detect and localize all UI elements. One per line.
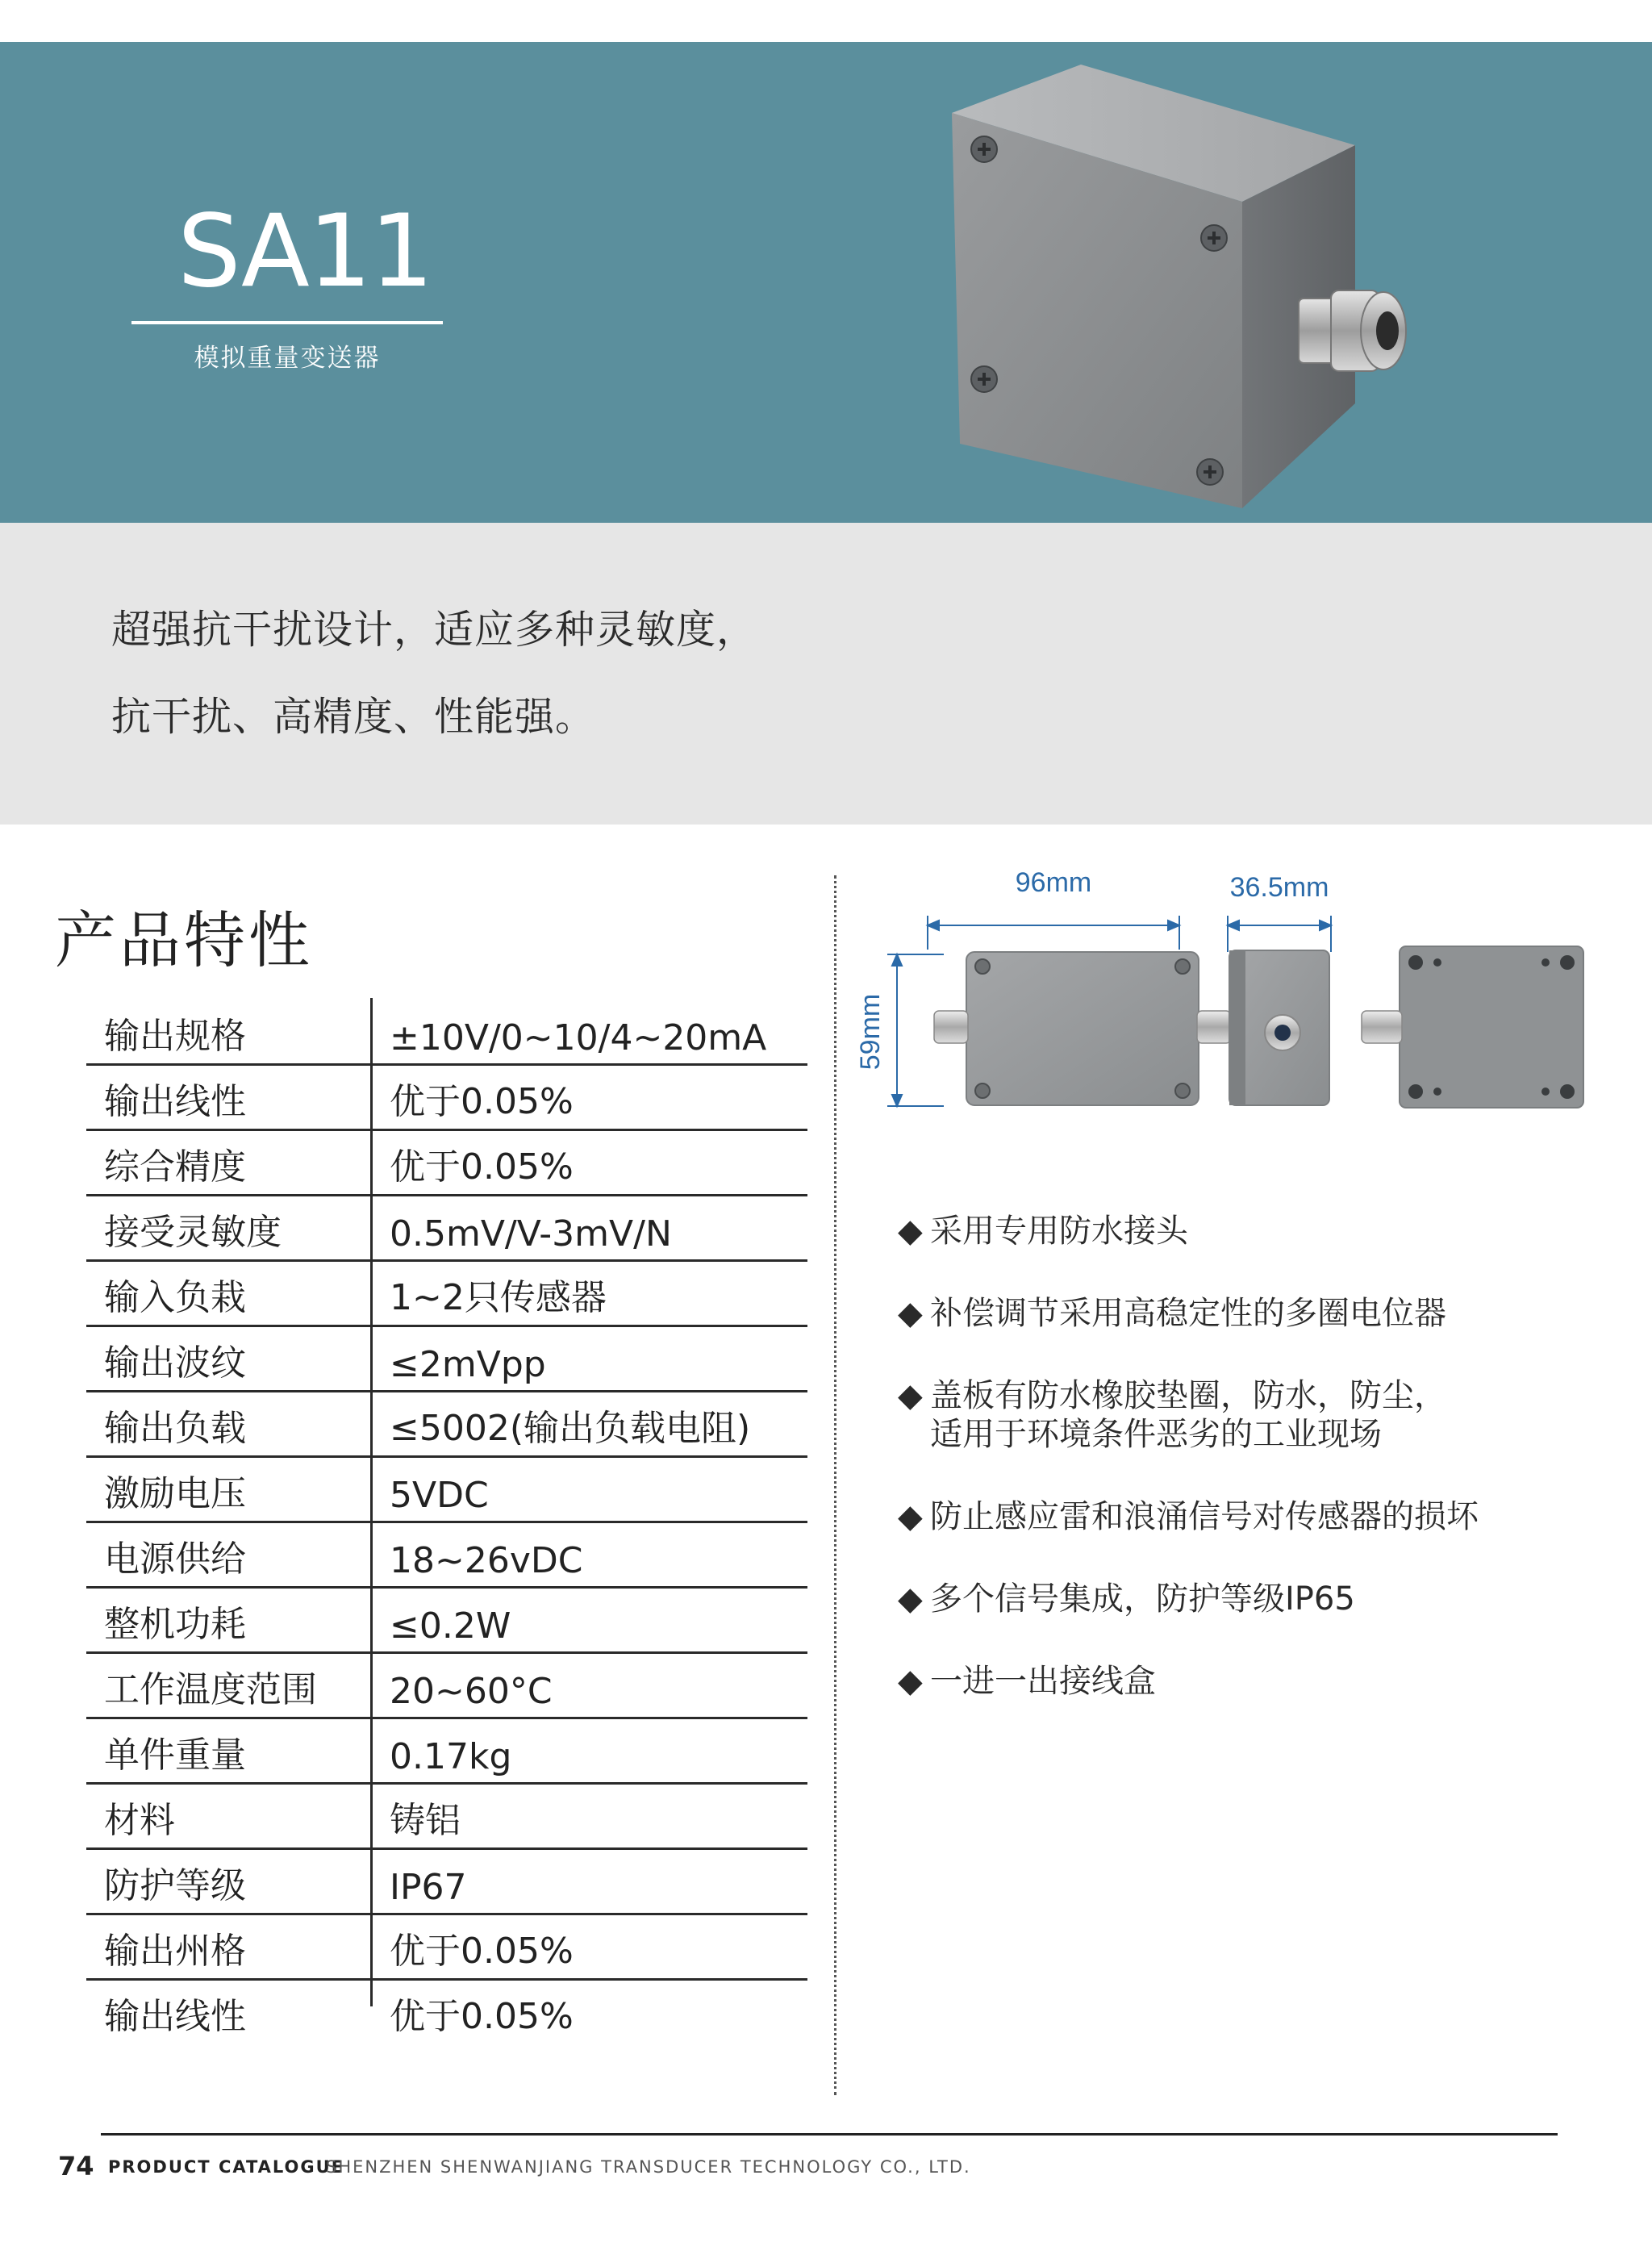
spec-row xyxy=(86,1327,807,1392)
spec-value: 优于0.05% xyxy=(390,1081,574,1122)
page-number: 74 xyxy=(58,2151,94,2181)
diamond-bullet-icon: ◆ xyxy=(898,1498,923,1535)
spec-row xyxy=(86,1589,807,1654)
spec-label: 输出州格 xyxy=(104,1931,246,1972)
spec-label: 材料 xyxy=(104,1800,175,1841)
spec-label: 单件重量 xyxy=(104,1735,246,1776)
model-title: SA11 xyxy=(177,194,432,310)
spec-row xyxy=(86,1981,807,2044)
spec-label: 输出负载 xyxy=(104,1408,246,1449)
spec-label: 输出规格 xyxy=(104,1016,246,1057)
spec-label: 整机功耗 xyxy=(104,1604,246,1645)
slogan-line-2: 抗干扰、高精度、性能强。 xyxy=(111,694,596,740)
spec-label: 激励电压 xyxy=(104,1473,246,1514)
dim-height-label: 59mm xyxy=(855,993,886,1071)
spec-label: 输出线性 xyxy=(104,1996,246,2037)
spec-row xyxy=(86,1915,807,1981)
spec-value: ≤0.2W xyxy=(390,1605,511,1647)
spec-value: 铸铝 xyxy=(390,1800,461,1841)
spec-row xyxy=(86,1850,807,1915)
footer-rule xyxy=(101,2133,1558,2136)
footer-catalogue: PRODUCT CATALOGUE xyxy=(108,2157,345,2177)
spec-table xyxy=(86,1000,807,2044)
spec-value: ≤2mVpp xyxy=(390,1344,546,1385)
dim-depth-label: 36.5mm xyxy=(1229,872,1329,903)
spec-label: 接受灵敏度 xyxy=(104,1212,282,1253)
diamond-bullet-icon: ◆ xyxy=(898,1377,923,1414)
specs-title: 产品特性 xyxy=(55,904,313,976)
spec-value: 优于0.05% xyxy=(390,1146,574,1188)
spec-row xyxy=(86,1262,807,1327)
top-margin xyxy=(0,0,1652,42)
diamond-bullet-icon: ◆ xyxy=(898,1295,923,1332)
footer-company: SHENZHEN SHENWANJIANG TRANSDUCER TECHNOLOGY CO., LTD. xyxy=(326,2157,971,2177)
diamond-bullet-icon: ◆ xyxy=(898,1663,923,1700)
feature-item: ◆ 一进一出接线盒 xyxy=(898,1660,1156,1702)
feature-item: ◆ 防止感应雷和浪涌信号对传感器的损坏 xyxy=(898,1496,1479,1538)
feature-item: ◆ 补偿调节采用高稳定性的多圈电位器 xyxy=(898,1292,1446,1334)
spec-row xyxy=(86,1458,807,1523)
slogan-band xyxy=(0,523,1652,825)
slogan-line-1: 超强抗干扰设计，适应多种灵敏度， xyxy=(111,607,757,653)
spec-value: 优于0.05% xyxy=(390,1996,574,2037)
spec-value: ±10V/0~10/4~20mA xyxy=(390,1017,767,1058)
spec-label: 输出线性 xyxy=(104,1081,246,1122)
spec-value: 优于0.05% xyxy=(390,1931,574,1972)
spec-row xyxy=(86,1392,807,1458)
product-subtitle: 模拟重量变送器 xyxy=(194,344,381,373)
column-separator xyxy=(834,875,836,2095)
spec-value: 18~26vDC xyxy=(390,1540,583,1581)
spec-label: 输入负栽 xyxy=(104,1277,246,1318)
spec-value: ≤5002(输出负载电阻) xyxy=(390,1408,751,1449)
feature-item: ◆ 多个信号集成，防护等级IP65 xyxy=(898,1578,1355,1620)
spec-label: 防护等级 xyxy=(104,1865,246,1906)
spec-row xyxy=(86,1066,807,1131)
spec-value: 5VDC xyxy=(390,1475,489,1516)
spec-value: 0.5mV/V-3mV/N xyxy=(390,1213,672,1255)
spec-value: 0.17kg xyxy=(390,1736,512,1777)
feature-item: ◆ 采用专用防水接头 xyxy=(898,1210,1188,1252)
product-photo xyxy=(936,56,1420,524)
diamond-bullet-icon: ◆ xyxy=(898,1580,923,1618)
diamond-bullet-icon: ◆ xyxy=(898,1213,923,1250)
spec-row xyxy=(86,1785,807,1850)
spec-label: 综合精度 xyxy=(104,1146,246,1188)
spec-label: 输出波纹 xyxy=(104,1342,246,1384)
spec-row xyxy=(86,1654,807,1719)
spec-label: 工作温度范围 xyxy=(104,1669,317,1710)
spec-label: 电源供给 xyxy=(104,1539,246,1580)
feature-item-continuation: 适用于环境条件恶劣的工业现场 xyxy=(930,1416,1382,1453)
spec-value: IP67 xyxy=(390,1867,467,1908)
feature-item: ◆ 盖板有防水橡胶垫圈，防水，防尘， xyxy=(898,1375,1446,1417)
spec-row xyxy=(86,1523,807,1589)
spec-row xyxy=(86,1131,807,1196)
dimension-drawing xyxy=(855,867,1605,1134)
spec-value: 20~60°C xyxy=(390,1671,553,1712)
spec-row xyxy=(86,1719,807,1785)
spec-value: 1~2只传感器 xyxy=(390,1277,607,1318)
dim-width-label: 96mm xyxy=(1015,867,1092,898)
spec-row xyxy=(86,1196,807,1262)
spec-row xyxy=(86,1000,807,1066)
title-underline xyxy=(131,321,443,324)
